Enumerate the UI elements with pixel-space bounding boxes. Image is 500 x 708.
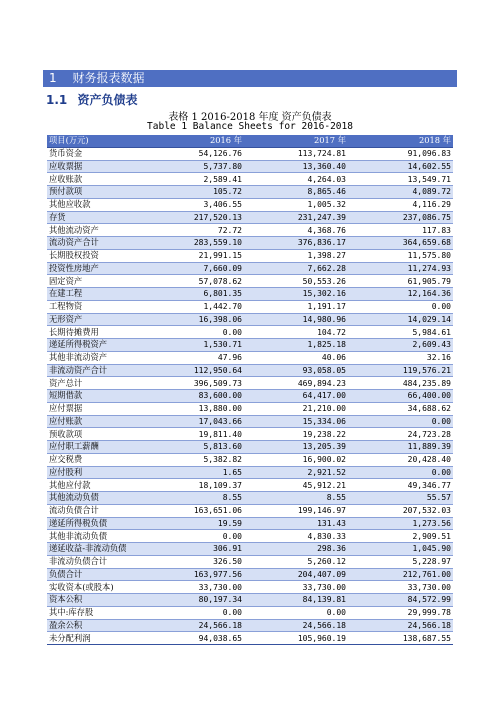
section-heading — [43, 70, 457, 87]
table-row — [47, 543, 453, 556]
table-row — [47, 211, 453, 224]
cell-value: 19.59 — [140, 517, 244, 530]
table-row — [47, 288, 453, 301]
cell-value: 34,688.62 — [348, 402, 453, 415]
balance-sheet-table — [47, 135, 453, 645]
row-label: 在建工程 — [47, 288, 140, 301]
header-2018: 2018 年 — [348, 135, 453, 147]
row-label: 无形资产 — [47, 313, 140, 326]
cell-value: 469,894.23 — [244, 377, 348, 390]
row-label: 流动资产合计 — [47, 237, 140, 250]
cell-value: 2,921.52 — [244, 466, 348, 479]
cell-value: 8.55 — [140, 492, 244, 505]
cell-value: 7,660.09 — [140, 262, 244, 275]
cell-value: 131.43 — [244, 517, 348, 530]
subsection-number: 1.1 — [46, 93, 68, 107]
section-title: 财务报表数据 — [72, 71, 145, 85]
table-row — [47, 466, 453, 479]
cell-value: 5,813.60 — [140, 441, 244, 454]
row-label: 应付股利 — [47, 466, 140, 479]
row-label: 其他应收款 — [47, 198, 140, 211]
cell-value: 4,830.33 — [244, 530, 348, 543]
cell-value: 117.83 — [348, 224, 453, 237]
cell-value: 50,553.26 — [244, 275, 348, 288]
cell-value: 484,235.89 — [348, 377, 453, 390]
cell-value: 4,116.29 — [348, 198, 453, 211]
row-label: 应付票据 — [47, 402, 140, 415]
cell-value: 80,197.34 — [140, 594, 244, 607]
cell-value: 15,334.06 — [244, 415, 348, 428]
table-row — [47, 632, 453, 645]
cell-value: 29,999.78 — [348, 606, 453, 619]
table-row — [47, 275, 453, 288]
cell-value: 4,264.03 — [244, 173, 348, 186]
table-row — [47, 198, 453, 211]
header-2017: 2017 年 — [244, 135, 348, 147]
table-row — [47, 186, 453, 199]
table-row — [47, 313, 453, 326]
table-row — [47, 402, 453, 415]
cell-value: 0.00 — [140, 606, 244, 619]
cell-value: 21,210.00 — [244, 402, 348, 415]
cell-value: 45,912.21 — [244, 479, 348, 492]
row-label: 其他非流动资产 — [47, 351, 140, 364]
cell-value: 376,836.17 — [244, 237, 348, 250]
row-label: 应收账款 — [47, 173, 140, 186]
table-row — [47, 441, 453, 454]
cell-value: 1,045.90 — [348, 543, 453, 556]
table-row — [47, 173, 453, 186]
table-row — [47, 530, 453, 543]
row-label: 递延所得税负债 — [47, 517, 140, 530]
row-label: 负债合计 — [47, 568, 140, 581]
cell-value: 1,273.56 — [348, 517, 453, 530]
row-label: 长期股权投资 — [47, 249, 140, 262]
row-label: 资本公积 — [47, 594, 140, 607]
cell-value: 104.72 — [244, 326, 348, 339]
cell-value: 113,724.81 — [244, 147, 348, 160]
row-label: 实收资本(或股本) — [47, 581, 140, 594]
cell-value: 49,346.77 — [348, 479, 453, 492]
row-label: 短期借款 — [47, 390, 140, 403]
table-row — [47, 300, 453, 313]
row-label: 其中:库存股 — [47, 606, 140, 619]
cell-value: 112,950.64 — [140, 364, 244, 377]
cell-value: 0.00 — [140, 530, 244, 543]
table-row — [47, 594, 453, 607]
cell-value: 163,651.06 — [140, 504, 244, 517]
cell-value: 84,139.81 — [244, 594, 348, 607]
row-label: 预收款项 — [47, 428, 140, 441]
table-row — [47, 568, 453, 581]
cell-value: 13,880.00 — [140, 402, 244, 415]
cell-value: 72.72 — [140, 224, 244, 237]
cell-value: 0.00 — [140, 326, 244, 339]
row-label: 应付账款 — [47, 415, 140, 428]
cell-value: 0.00 — [244, 606, 348, 619]
table-row — [47, 147, 453, 160]
table-caption-en: Table 1 Balance Sheets for 2016-2018 — [147, 121, 353, 132]
table-row — [47, 390, 453, 403]
row-label: 递延收益-非流动负债 — [47, 543, 140, 556]
cell-value: 306.91 — [140, 543, 244, 556]
cell-value: 66,400.00 — [348, 390, 453, 403]
cell-value: 13,360.40 — [244, 160, 348, 173]
table-row — [47, 237, 453, 250]
cell-value: 105.72 — [140, 186, 244, 199]
cell-value: 5,737.80 — [140, 160, 244, 173]
cell-value: 13,205.39 — [244, 441, 348, 454]
cell-value: 1,398.27 — [244, 249, 348, 262]
cell-value: 1,191.17 — [244, 300, 348, 313]
cell-value: 119,576.21 — [348, 364, 453, 377]
row-label: 其他流动资产 — [47, 224, 140, 237]
cell-value: 11,274.93 — [348, 262, 453, 275]
cell-value: 18,109.37 — [140, 479, 244, 492]
cell-value: 212,761.00 — [348, 568, 453, 581]
cell-value: 5,228.97 — [348, 555, 453, 568]
cell-value: 1,530.71 — [140, 339, 244, 352]
cell-value: 237,086.75 — [348, 211, 453, 224]
cell-value: 11,889.39 — [348, 441, 453, 454]
row-label: 应交税费 — [47, 453, 140, 466]
row-label: 货币资金 — [47, 147, 140, 160]
cell-value: 3,406.55 — [140, 198, 244, 211]
cell-value: 326.50 — [140, 555, 244, 568]
cell-value: 33,730.00 — [244, 581, 348, 594]
row-label: 投资性房地产 — [47, 262, 140, 275]
cell-value: 83,600.00 — [140, 390, 244, 403]
cell-value: 1,825.18 — [244, 339, 348, 352]
cell-value: 55.57 — [348, 492, 453, 505]
row-label: 其他流动负债 — [47, 492, 140, 505]
cell-value: 47.96 — [140, 351, 244, 364]
table-row — [47, 479, 453, 492]
cell-value: 207,532.03 — [348, 504, 453, 517]
cell-value: 40.06 — [244, 351, 348, 364]
row-label: 长期待摊费用 — [47, 326, 140, 339]
header-item: 项目(万元) — [47, 135, 140, 147]
table-row — [47, 453, 453, 466]
cell-value: 4,368.76 — [244, 224, 348, 237]
cell-value: 33,730.00 — [348, 581, 453, 594]
cell-value: 33,730.00 — [140, 581, 244, 594]
cell-value: 283,559.10 — [140, 237, 244, 250]
cell-value: 11,575.80 — [348, 249, 453, 262]
cell-value: 15,302.16 — [244, 288, 348, 301]
table-row — [47, 619, 453, 632]
row-label: 固定资产 — [47, 275, 140, 288]
header-2016: 2016 年 — [140, 135, 244, 147]
row-label: 存货 — [47, 211, 140, 224]
cell-value: 64,417.00 — [244, 390, 348, 403]
table-row — [47, 517, 453, 530]
table-row — [47, 249, 453, 262]
cell-value: 8,865.46 — [244, 186, 348, 199]
row-label: 应收票据 — [47, 160, 140, 173]
cell-value: 0.00 — [348, 466, 453, 479]
cell-value: 1,442.70 — [140, 300, 244, 313]
cell-value: 21,991.15 — [140, 249, 244, 262]
cell-value: 105,960.19 — [244, 632, 348, 645]
cell-value: 16,398.06 — [140, 313, 244, 326]
table-row — [47, 377, 453, 390]
row-label: 未分配利润 — [47, 632, 140, 645]
cell-value: 199,146.97 — [244, 504, 348, 517]
cell-value: 91,096.83 — [348, 147, 453, 160]
cell-value: 204,407.09 — [244, 568, 348, 581]
section-number: 1 — [49, 71, 57, 85]
cell-value: 2,609.43 — [348, 339, 453, 352]
cell-value: 8.55 — [244, 492, 348, 505]
table-row — [47, 364, 453, 377]
cell-value: 93,058.05 — [244, 364, 348, 377]
table-row — [47, 326, 453, 339]
cell-value: 61,905.79 — [348, 275, 453, 288]
cell-value: 84,572.99 — [348, 594, 453, 607]
cell-value: 4,089.72 — [348, 186, 453, 199]
subsection-heading — [46, 91, 137, 108]
row-label: 应付职工薪酬 — [47, 441, 140, 454]
cell-value: 396,509.73 — [140, 377, 244, 390]
cell-value: 298.36 — [244, 543, 348, 556]
cell-value: 19,238.22 — [244, 428, 348, 441]
cell-value: 231,247.39 — [244, 211, 348, 224]
cell-value: 17,043.66 — [140, 415, 244, 428]
table-row — [47, 224, 453, 237]
cell-value: 1.65 — [140, 466, 244, 479]
table-row — [47, 504, 453, 517]
table-caption-cn: 表格 1 2016-2018 年度 资产负债表 — [168, 112, 332, 123]
cell-value: 57,078.62 — [140, 275, 244, 288]
table-row — [47, 606, 453, 619]
cell-value: 24,566.18 — [244, 619, 348, 632]
cell-value: 6,801.35 — [140, 288, 244, 301]
cell-value: 14,602.55 — [348, 160, 453, 173]
cell-value: 20,428.40 — [348, 453, 453, 466]
cell-value: 217,520.13 — [140, 211, 244, 224]
table-row — [47, 428, 453, 441]
row-label: 其他应付款 — [47, 479, 140, 492]
table-row — [47, 339, 453, 352]
cell-value: 364,659.68 — [348, 237, 453, 250]
cell-value: 163,977.56 — [140, 568, 244, 581]
table-header-row — [47, 135, 453, 147]
table-row — [47, 492, 453, 505]
cell-value: 94,038.65 — [140, 632, 244, 645]
row-label: 预付款项 — [47, 186, 140, 199]
row-label: 非流动资产合计 — [47, 364, 140, 377]
cell-value: 54,126.76 — [140, 147, 244, 160]
cell-value: 2,909.51 — [348, 530, 453, 543]
table-row — [47, 351, 453, 364]
cell-value: 0.00 — [348, 415, 453, 428]
cell-value: 24,723.28 — [348, 428, 453, 441]
cell-value: 14,980.96 — [244, 313, 348, 326]
cell-value: 5,382.82 — [140, 453, 244, 466]
row-label: 递延所得税资产 — [47, 339, 140, 352]
cell-value: 24,566.18 — [140, 619, 244, 632]
cell-value: 32.16 — [348, 351, 453, 364]
row-label: 工程物资 — [47, 300, 140, 313]
row-label: 其他非流动负债 — [47, 530, 140, 543]
cell-value: 24,566.18 — [348, 619, 453, 632]
table-row — [47, 581, 453, 594]
table-row — [47, 160, 453, 173]
cell-value: 5,984.61 — [348, 326, 453, 339]
table-row — [47, 555, 453, 568]
cell-value: 16,900.02 — [244, 453, 348, 466]
cell-value: 14,029.14 — [348, 313, 453, 326]
cell-value: 7,662.28 — [244, 262, 348, 275]
cell-value: 12,164.36 — [348, 288, 453, 301]
cell-value: 1,005.32 — [244, 198, 348, 211]
row-label: 流动负债合计 — [47, 504, 140, 517]
cell-value: 13,549.71 — [348, 173, 453, 186]
cell-value: 0.00 — [348, 300, 453, 313]
cell-value: 2,589.41 — [140, 173, 244, 186]
table-row — [47, 415, 453, 428]
table-row — [47, 262, 453, 275]
cell-value: 5,260.12 — [244, 555, 348, 568]
row-label: 盈余公积 — [47, 619, 140, 632]
subsection-title: 资产负债表 — [77, 93, 138, 107]
cell-value: 19,811.40 — [140, 428, 244, 441]
row-label: 非流动负债合计 — [47, 555, 140, 568]
row-label: 资产总计 — [47, 377, 140, 390]
cell-value: 138,687.55 — [348, 632, 453, 645]
